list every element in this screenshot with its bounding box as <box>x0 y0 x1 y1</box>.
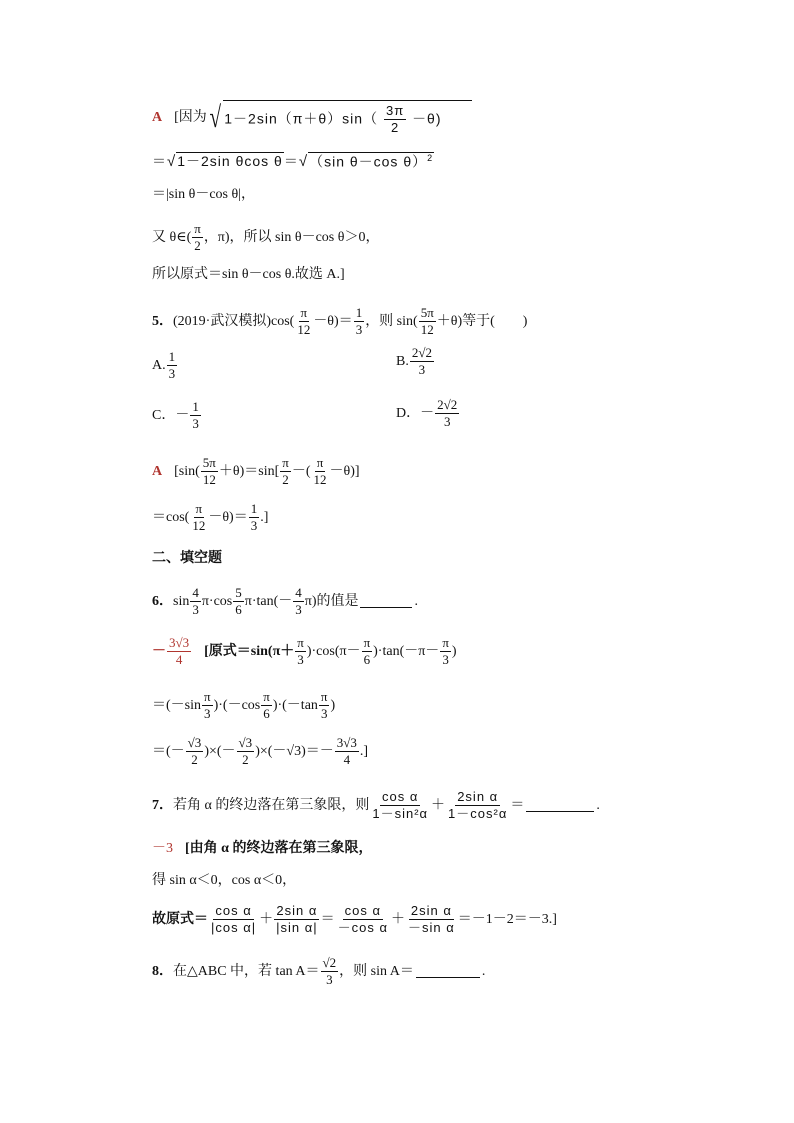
solution-4-line-3: ＝|sin θ－cos θ|， <box>152 187 256 202</box>
question-5: 5． (2019·武汉模拟)cos( π 12 －θ)＝ 1 3 ，则 sin( 5π 12 ＋θ)等于( ) <box>152 305 528 338</box>
solution-5-line-1: A [sin( 5π 12 ＋θ)＝sin[ π 2 －( π 12 －θ)] <box>152 455 360 488</box>
answer-blank[interactable] <box>526 799 594 812</box>
option-d[interactable]: D．－ 2√2 3 <box>396 397 458 430</box>
solution-4-line-1 <box>152 100 472 136</box>
option-a[interactable]: A. 1 3 <box>152 349 176 382</box>
solution-5-line-2: ＝cos( π 12 －θ)＝ 1 3 .] <box>152 501 269 534</box>
solution-6-line-2: ＝(－sin π 3 )·(－cos π 6 )·(－tan π 3 ) <box>152 689 336 722</box>
answer-label: A <box>152 109 163 125</box>
option-c[interactable]: C．－ 1 3 <box>152 399 199 432</box>
solution-7-line-2: 得 sin α＜0，cos α＜0， <box>152 873 297 888</box>
text: [因为 <box>174 109 207 125</box>
solution-4-line-2: ＝ √ 1－2sin θcos θ ＝ √ （sin θ－cos θ）$^2$ <box>152 152 434 170</box>
solution-7-line-1: －3 [由角 α 的终边落在第三象限， <box>152 841 373 856</box>
solution-6-line-3: ＝(－ √3 2 )×(－ √3 2 )×(－√3)＝－ 3√3 4 .] <box>152 735 369 768</box>
solution-6-line-1: － 3√3 4 [原式＝sin(π＋ π 3 )·cos(π－ π 6 )·tan(－π－ π 3 ) <box>152 635 457 668</box>
solution-4-line-5: 所以原式＝sin θ－cos θ.故选 A.] <box>152 267 345 282</box>
question-7: 7． 若角 α 的终边落在第三象限，则 cos α 1－sin²α ＋ 2sin α 1－cos²α ＝ . <box>152 789 600 822</box>
solution-7-line-3: 故原式＝ cos α |cos α| ＋ 2sin α |sin α| ＝ cos α －cos α ＋ 2sin α －sin α ＝－1－2＝－3.] <box>152 903 557 936</box>
radicand: 1－2sin（π＋θ）sin（ $\frac{3\pi}{2}$ －θ) <box>223 100 471 136</box>
section-heading: 二、填空题 <box>152 550 222 566</box>
question-8: 8． 在△ABC 中，若 tan A＝ √2 3 ，则 sin A＝ . <box>152 955 486 988</box>
answer-blank[interactable] <box>416 965 480 978</box>
solution-4-line-4: 又 θ∈( π 2 ，π)，所以 sin θ－cos θ＞0， <box>152 221 380 254</box>
question-6: 6． sin 4 3 π·cos 5 6 π·tan(－ 4 3 π)的值是 . <box>152 585 418 618</box>
radical-sign: √ <box>209 100 221 134</box>
option-b[interactable]: B. 2√2 3 <box>396 345 432 378</box>
answer-blank[interactable] <box>360 595 412 608</box>
